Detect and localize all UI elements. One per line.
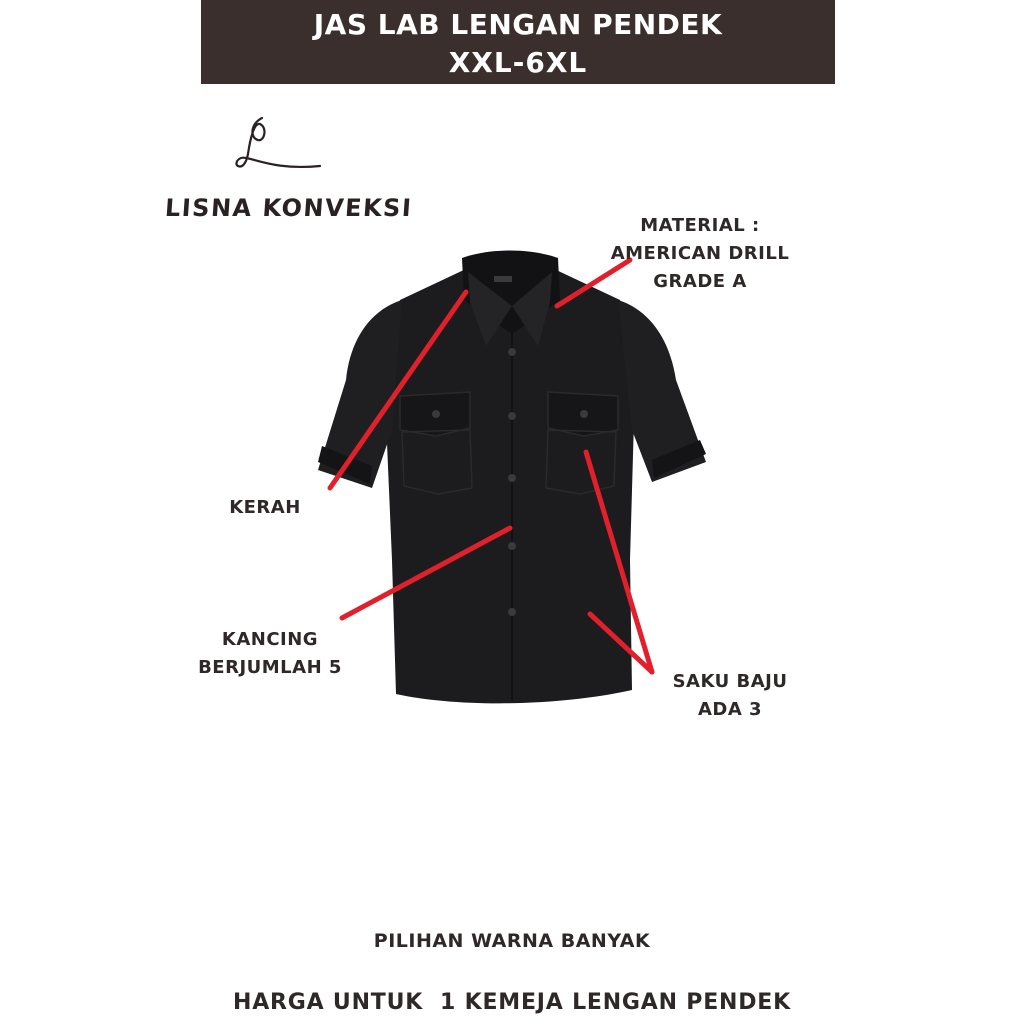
brand-name: LISNA KONVEKSI [164,194,414,222]
callout-collar: KERAH [229,497,301,518]
colors-note: PILIHAN WARNA BANYAK [373,930,651,952]
button-5 [508,608,516,616]
button-2 [508,412,516,420]
callout-material: MATERIAL : AMERICAN DRILL GRADE A [610,215,790,292]
title-line-1: JAS LAB LENGAN PENDEK [313,8,723,41]
shirt-body [383,268,638,703]
callout-pockets: SAKU BAJU ADA 3 [672,671,788,720]
button-3 [508,474,516,482]
button-4 [508,542,516,550]
callout-buttons: KANCING BERJUMLAH 5 [198,629,342,678]
price-note: HARGA UNTUK 1 KEMEJA LENGAN PENDEK [233,990,791,1015]
button-1 [508,348,516,356]
title-line-2: XXL-6XL [448,46,588,79]
